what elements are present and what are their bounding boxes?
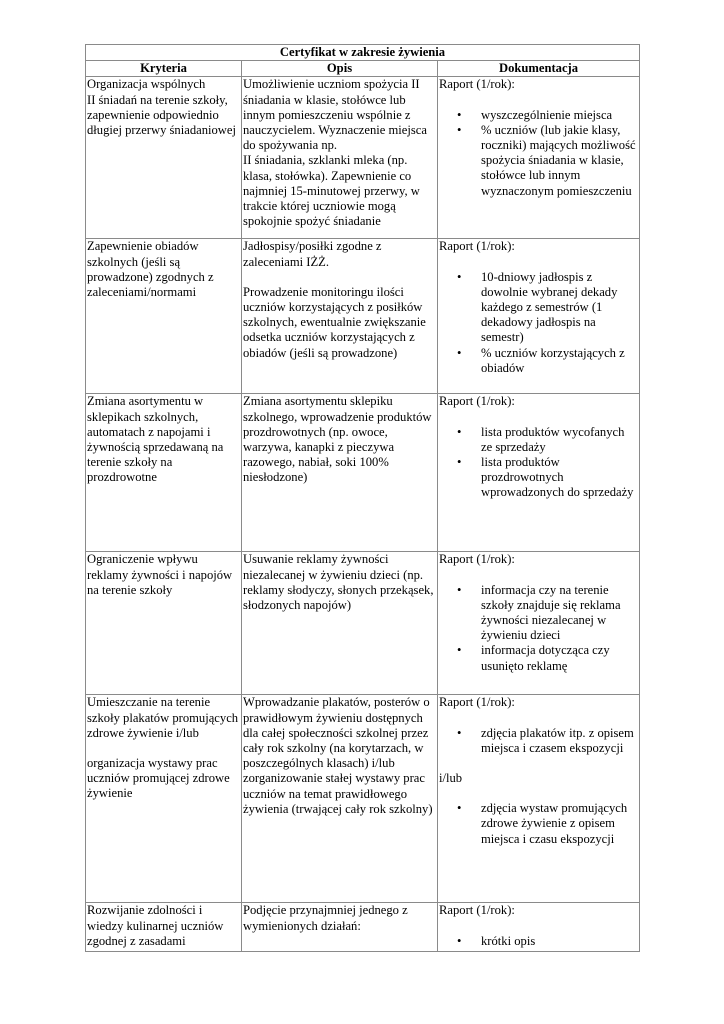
documentation-cell <box>438 903 640 952</box>
documentation-list <box>439 425 638 501</box>
documentation-intro: Raport (1/rok): <box>439 903 515 918</box>
documentation-cell <box>438 394 640 552</box>
bullet-icon: • <box>457 725 462 740</box>
documentation-connector: i/lub <box>439 771 463 786</box>
criteria-text: Ograniczenie wpływu reklamy żywności i napojów na terenie szkoły <box>87 552 233 597</box>
list-item: • wyszczególnienie miejsca <box>457 107 613 122</box>
list-item: • lista produktów wycofanych ze sprzedaży <box>457 424 625 454</box>
description-text: Zmiana asortymentu sklepiku szkolnego, wprowadzenie produktów prozdrowotnych (np. owoce, warzywa, kanapki z pieczywa razowego, nabiał, soki 100% niesłodzone) <box>243 394 432 485</box>
description-text: Wprowadzanie plakatów, posterów o prawidłowym żywieniu dostępnych dla całej społeczności szkolnej przez cały rok szkolny (na korytarzach, w poszczególnych klasach) i/lub zorganizowanie stałej wystawy prac uczniów na temat prawidłowego żywienia (trwającej cały rok szkolny) <box>243 695 433 816</box>
bullet-icon: • <box>457 269 462 284</box>
table-row <box>86 77 640 239</box>
column-header-documentation: Dokumentacja <box>438 61 640 77</box>
documentation-intro: Raport (1/rok): <box>439 394 515 409</box>
list-item: • zdjęcia wystaw promujących zdrowe żywienie z opisem miejsca i czasu ekspozycji <box>457 801 628 846</box>
description-text: Jadłospisy/posiłki zgodne z zaleceniami IŻŻ. <box>243 239 382 269</box>
documentation-list <box>439 583 638 674</box>
column-header-criteria: Kryteria <box>86 61 242 77</box>
criteria-cell <box>86 695 242 903</box>
bullet-icon: • <box>457 424 462 439</box>
documentation-list <box>439 108 638 199</box>
criteria-text: Umieszczanie na terenie szkoły plakatów promujących zdrowe żywienie i/lub <box>87 695 239 740</box>
description-cell <box>242 394 438 552</box>
description-text: Umożliwienie uczniom spożycia II śniadania w klasie, stołówce lub innym pomieszczeniu wspólnie z nauczycielem. Wyznaczenie miejsca do spożywania np. II śniadania, szklanki mleka (np. klasa, stołówka). Zapewnienie co najmniej 15-minutowej przerwy, w trakcie której uczniowie mogą spokojnie spożyć śniadanie <box>243 77 427 229</box>
description-cell <box>242 77 438 239</box>
list-item: • % uczniów (lub jakie klasy, roczniki) mających możliwość spożycia śniadania w klasie, stołówce lub innym wyznaczonym pomieszczeniu <box>457 122 636 198</box>
criteria-text: Organizacja wspólnych II śniadań na terenie szkoły, zapewnienie odpowiednio długiej przerwy śniadaniowej <box>87 77 236 138</box>
table-row <box>86 695 640 903</box>
description-cell <box>242 552 438 695</box>
table-row <box>86 394 640 552</box>
bullet-icon: • <box>457 801 462 816</box>
table-row <box>86 552 640 695</box>
description-cell <box>242 695 438 903</box>
documentation-cell <box>438 552 640 695</box>
criteria-text: Zapewnienie obiadów szkolnych (jeśli są prowadzone) zgodnych z zaleceniami/normami <box>87 239 214 300</box>
description-cell <box>242 239 438 394</box>
criteria-cell <box>86 77 242 239</box>
documentation-list <box>439 726 638 756</box>
description-text: Usuwanie reklamy żywności niezalecanej w żywieniu dzieci (np. reklamy słodyczy, słonych przekąsek, słodzonych napojów) <box>243 552 434 613</box>
documentation-intro: Raport (1/rok): <box>439 77 515 92</box>
description-text: Podjęcie przynajmniej jednego z wymienionych działań: <box>243 903 408 933</box>
list-item: • 10-dniowy jadłospis z dowolnie wybranej dekady każdego z semestrów (1 dekadowy jadłospis na semestr) <box>457 269 618 345</box>
column-header-description: Opis <box>242 61 438 77</box>
bullet-icon: • <box>457 455 462 470</box>
criteria-cell <box>86 394 242 552</box>
description-cell <box>242 903 438 952</box>
table-title: Certyfikat w zakresie żywienia <box>86 45 640 61</box>
criteria-cell <box>86 552 242 695</box>
certificate-document <box>85 44 639 952</box>
list-item: • lista produktów prozdrowotnych wprowadzonych do sprzedaży <box>457 455 634 500</box>
documentation-intro: Raport (1/rok): <box>439 695 515 710</box>
bullet-icon: • <box>457 582 462 597</box>
criteria-table <box>85 44 640 952</box>
documentation-intro: Raport (1/rok): <box>439 552 515 567</box>
list-item: • % uczniów korzystających z obiadów <box>457 345 625 375</box>
criteria-text: Rozwijanie zdolności i wiedzy kulinarnej uczniów zgodnej z zasadami <box>87 903 224 948</box>
bullet-icon: • <box>457 107 462 122</box>
documentation-list <box>439 801 638 847</box>
documentation-cell <box>438 239 640 394</box>
table-row <box>86 903 640 952</box>
bullet-icon: • <box>457 122 462 137</box>
bullet-icon: • <box>457 345 462 360</box>
criteria-text: organizacja wystawy prac uczniów promującej zdrowe żywienie <box>87 756 230 801</box>
criteria-cell <box>86 239 242 394</box>
list-item: • informacja dotycząca czy usunięto reklamę <box>457 643 610 673</box>
description-text: Prowadzenie monitoringu ilości uczniów korzystających z posiłków szkolnych, ewentualnie zwiększanie odsetka uczniów korzystających z obiadów (jeśli są prowadzone) <box>243 284 426 360</box>
documentation-list <box>439 270 638 376</box>
list-item: • zdjęcia plakatów itp. z opisem miejsca i czasem ekspozycji <box>457 725 634 755</box>
documentation-intro: Raport (1/rok): <box>439 239 515 254</box>
criteria-cell <box>86 903 242 952</box>
documentation-cell <box>438 77 640 239</box>
list-item: • krótki opis <box>457 933 536 948</box>
criteria-text: Zmiana asortymentu w sklepikach szkolnych, automatach z napojami i żywnością sprzedawaną na terenie szkoły na prozdrowotne <box>87 394 224 485</box>
bullet-icon: • <box>457 643 462 658</box>
table-row <box>86 239 640 394</box>
list-item: • informacja czy na terenie szkoły znajduje się reklama żywności niezalecanej w żywieniu dzieci <box>457 582 621 643</box>
documentation-list <box>439 934 638 949</box>
bullet-icon: • <box>457 933 462 948</box>
documentation-cell <box>438 695 640 903</box>
